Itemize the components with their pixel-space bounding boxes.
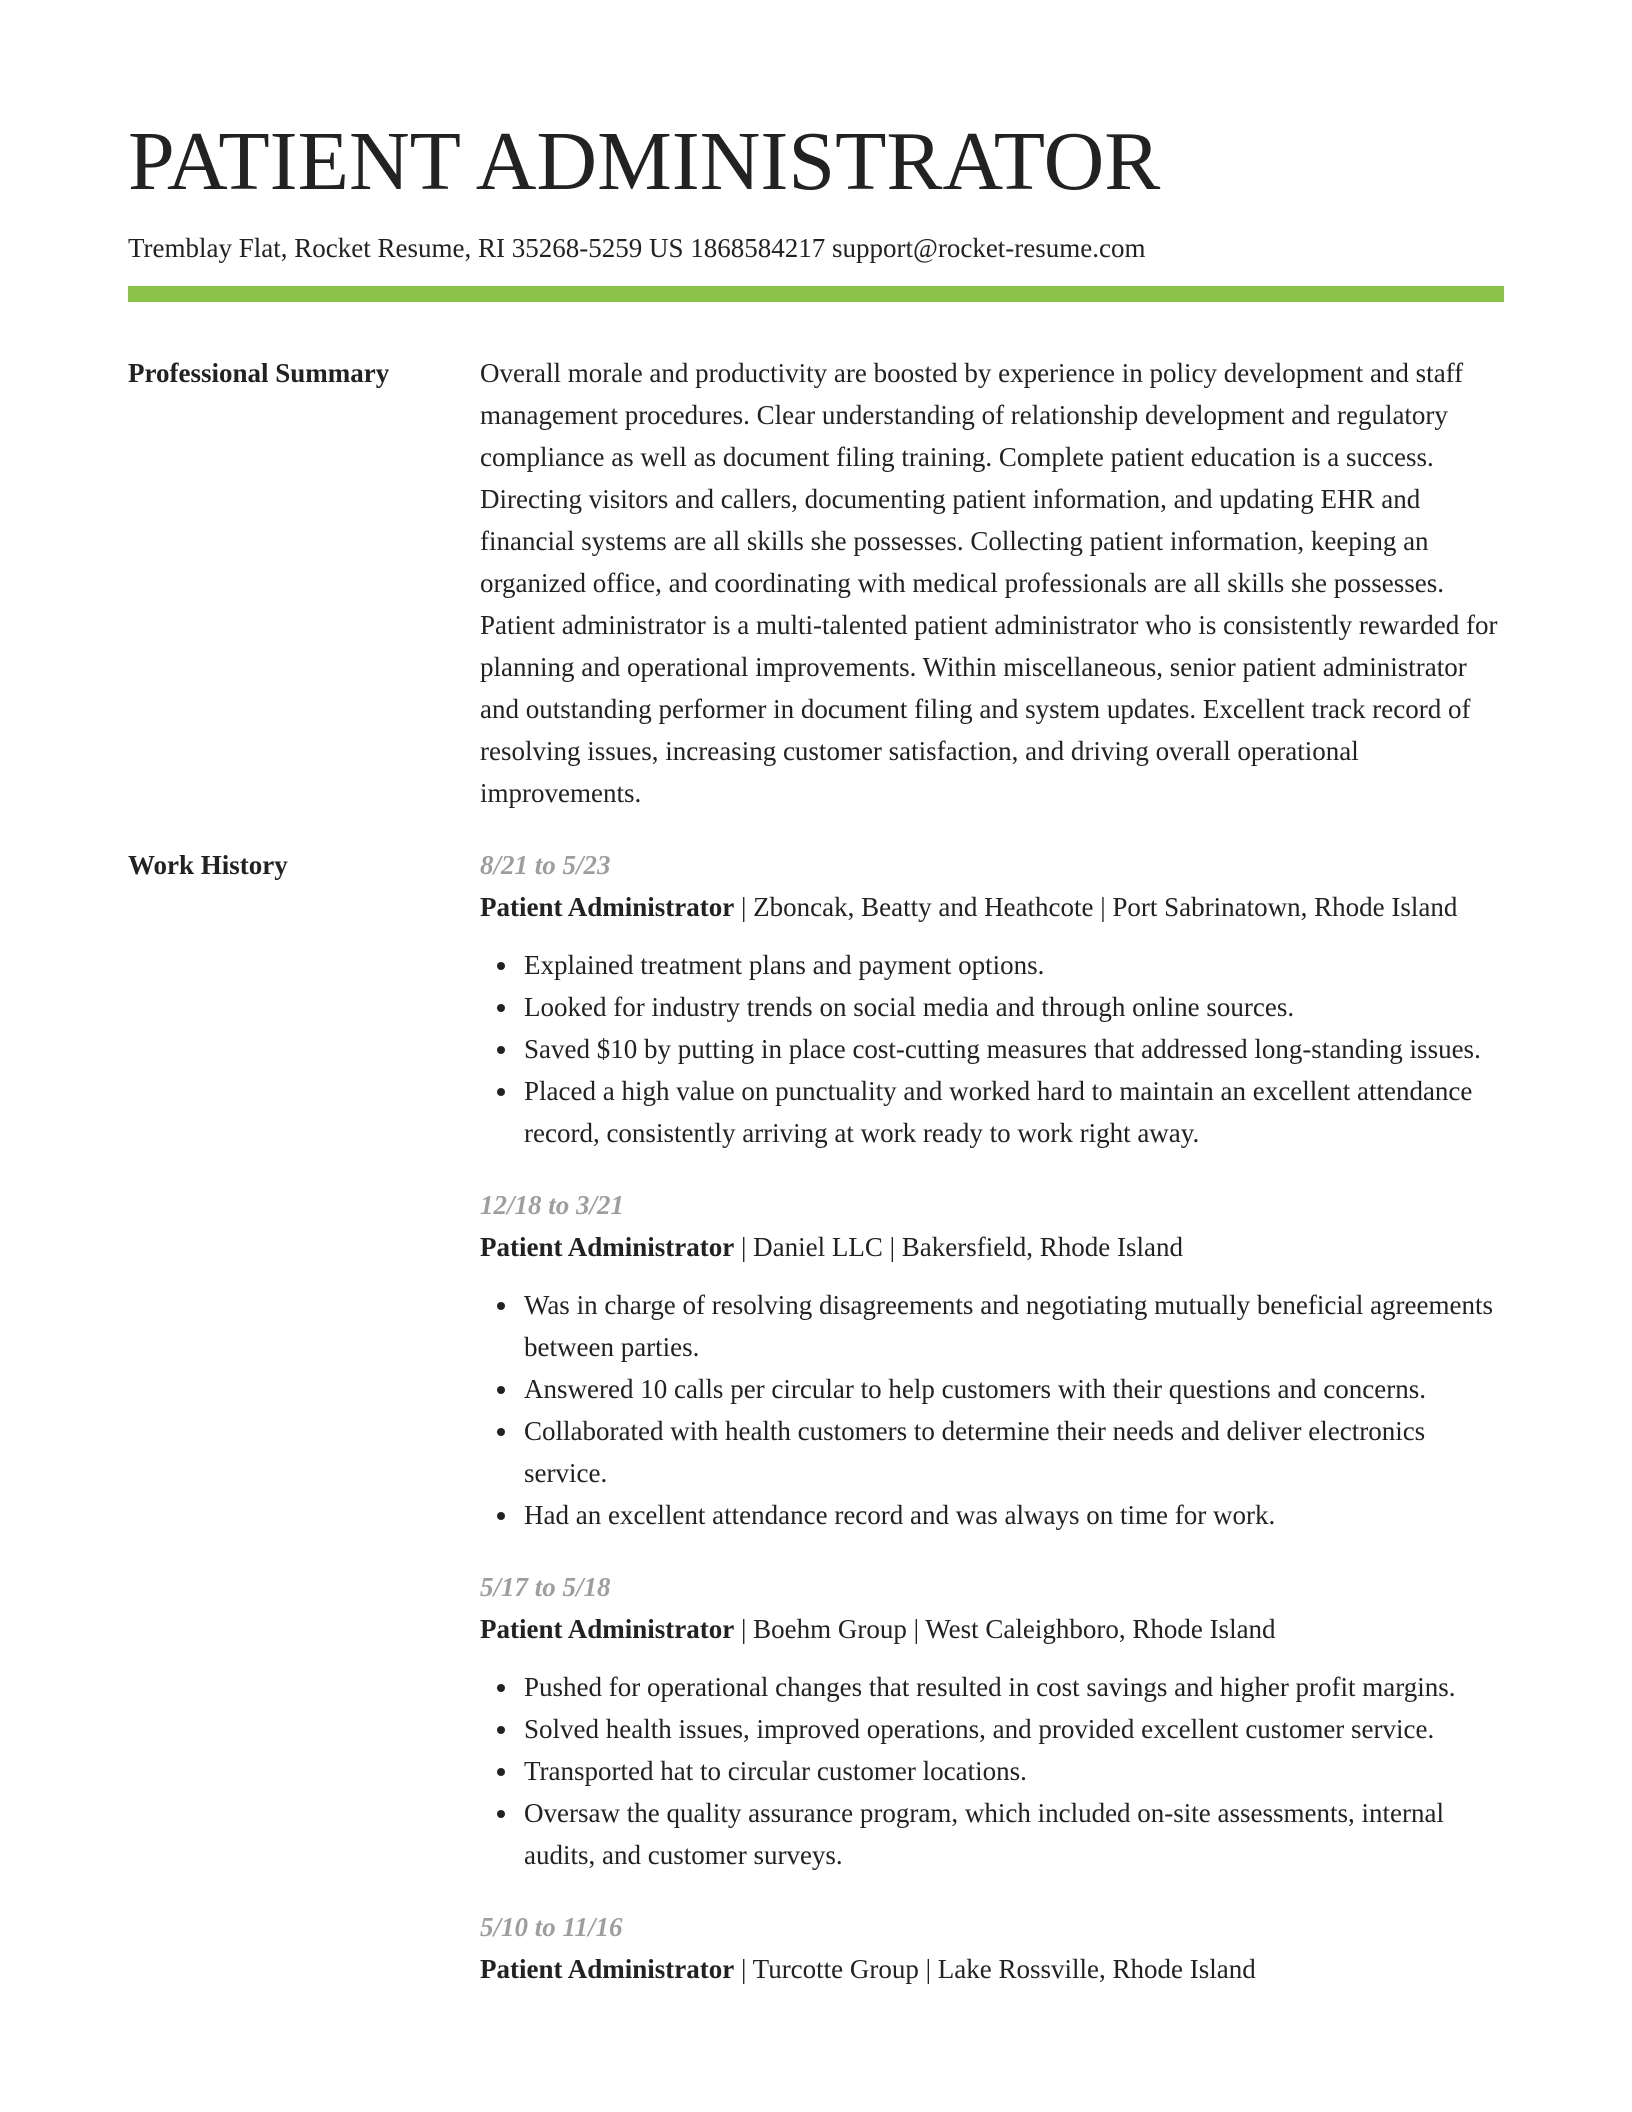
- work-history-list: [480, 844, 1504, 2020]
- job-dates: 8/21 to 5/23: [480, 850, 611, 881]
- job-details: | Boehm Group | West Caleighboro, Rhode Island: [734, 1614, 1276, 1645]
- job-bullet: Was in charge of resolving disagreements and negotiating mutually beneficial agreements between parties.: [524, 1284, 1504, 1368]
- job-heading: [480, 1226, 1504, 1268]
- job-details: | Zboncak, Beatty and Heathcote | Port Sabrinatown, Rhode Island: [734, 892, 1458, 923]
- contact-line: Tremblay Flat, Rocket Resume, RI 35268-5259 US 1868584217 support@rocket-resume.com: [128, 233, 1146, 263]
- resume-page: [128, 115, 1504, 2020]
- job-entry: [480, 1566, 1504, 1876]
- job-title: Patient Administrator: [480, 1954, 735, 1985]
- job-bullet: Answered 10 calls per circular to help customers with their questions and concerns.: [524, 1368, 1504, 1410]
- job-details: | Turcotte Group | Lake Rossville, Rhode Island: [734, 1954, 1256, 1985]
- job-bullet: Saved $10 by putting in place cost-cutting measures that addressed long-standing issues.: [524, 1028, 1504, 1070]
- job-bullets: [480, 944, 1504, 1154]
- job-entry: [480, 844, 1504, 1154]
- job-entry: [480, 1906, 1504, 1990]
- work-history-section: [128, 844, 1504, 2020]
- job-bullet: Looked for industry trends on social media and through online sources.: [524, 986, 1504, 1028]
- job-title: Patient Administrator: [480, 892, 735, 923]
- job-bullet: Pushed for operational changes that resulted in cost savings and higher profit margins.: [524, 1666, 1504, 1708]
- job-dates: 12/18 to 3/21: [480, 1190, 625, 1221]
- job-bullet: Had an excellent attendance record and was always on time for work.: [524, 1494, 1504, 1536]
- section-label-work-history: Work History: [128, 850, 288, 881]
- job-bullet: Oversaw the quality assurance program, which included on-site assessments, internal audits, and customer surveys.: [524, 1792, 1504, 1876]
- job-dates: 5/10 to 11/16: [480, 1912, 623, 1943]
- job-title: Patient Administrator: [480, 1232, 735, 1263]
- header-divider: [128, 286, 1504, 302]
- job-entry: [480, 1184, 1504, 1536]
- summary-section: [128, 352, 1504, 814]
- job-dates: 5/17 to 5/18: [480, 1572, 611, 1603]
- job-heading: [480, 1948, 1504, 1990]
- job-heading: [480, 886, 1504, 928]
- job-heading: [480, 1608, 1504, 1650]
- job-bullet: Solved health issues, improved operations, and provided excellent customer service.: [524, 1708, 1504, 1750]
- job-bullet: Explained treatment plans and payment options.: [524, 944, 1504, 986]
- section-label-summary: Professional Summary: [128, 358, 390, 389]
- job-bullet: Collaborated with health customers to determine their needs and deliver electronics service.: [524, 1410, 1504, 1494]
- job-title: Patient Administrator: [480, 1614, 735, 1645]
- resume-name: PATIENT ADMINISTRATOR: [128, 115, 1161, 208]
- job-details: | Daniel LLC | Bakersfield, Rhode Island: [734, 1232, 1183, 1263]
- job-bullets: [480, 1666, 1504, 1876]
- job-bullet: Placed a high value on punctuality and worked hard to maintain an excellent attendance record, consistently arriving at work ready to work right away.: [524, 1070, 1504, 1154]
- job-bullets: [480, 1284, 1504, 1536]
- summary-text: Overall morale and productivity are boosted by experience in policy development and staff management procedures. Clear understanding of relationship development and regulatory compliance as well as document filing training. Complete patient education is a success. Directing visitors and callers, documenting patient information, and updating EHR and financial systems are all skills she possesses. Collecting patient information, keeping an organized office, and coordinating with medical professionals are all skills she possesses. Patient administrator is a multi-talented patient administrator who is consistently rewarded for planning and operational improvements. Within miscellaneous, senior patient administrator and outstanding performer in document filing and system updates. Excellent track record of resolving issues, increasing customer satisfaction, and driving overall operational improvements.: [480, 358, 1498, 809]
- job-bullet: Transported hat to circular customer locations.: [524, 1750, 1504, 1792]
